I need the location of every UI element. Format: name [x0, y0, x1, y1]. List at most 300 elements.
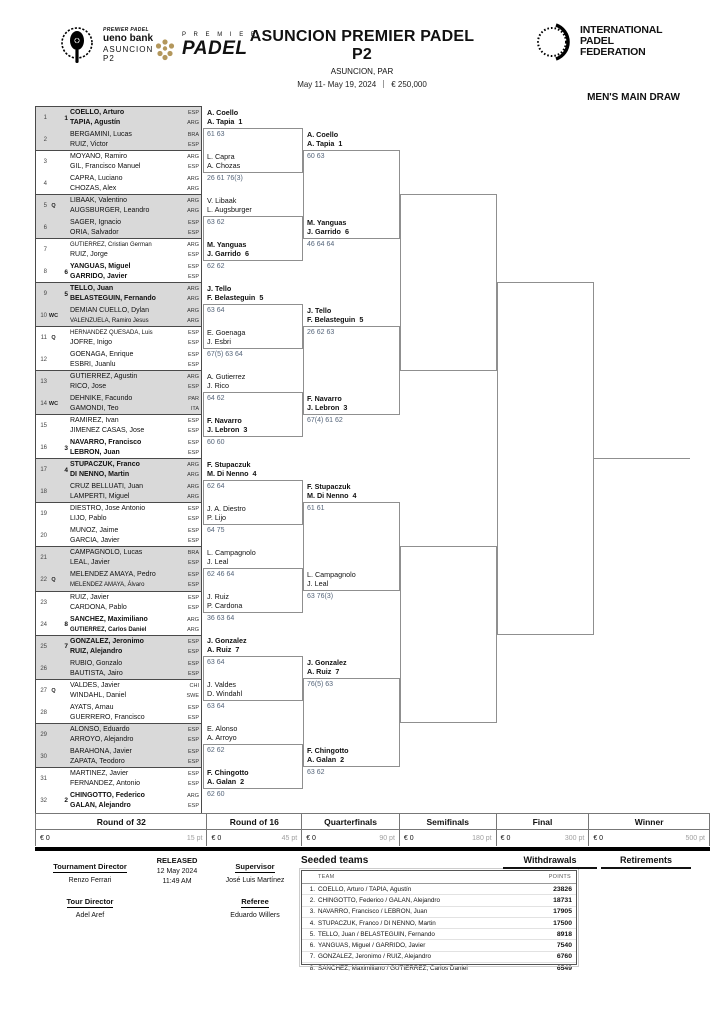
country-codes	[181, 637, 201, 657]
country-codes	[181, 108, 201, 128]
country-code: ESP	[187, 604, 199, 611]
tour-director-label: Tour Director	[66, 897, 114, 906]
country-codes	[181, 769, 201, 789]
qf-team	[307, 482, 396, 501]
player-short-name: M. Di Nenno 4	[207, 469, 257, 479]
player-name: RUBIO, Gonzalo	[70, 659, 123, 667]
player-short-name: J. Rico	[207, 381, 229, 391]
team-column-header: TEAM	[318, 874, 335, 880]
draw-position: 13	[40, 379, 47, 386]
bracket-entry	[36, 547, 201, 569]
bracket-entry	[36, 217, 201, 239]
prize-money: € 0	[306, 834, 316, 842]
country-code: PAR	[188, 396, 199, 403]
player-short-name: A. Galan 2	[207, 777, 245, 787]
country-code: ARG	[187, 208, 199, 215]
country-codes	[181, 284, 201, 304]
bracket-entry	[36, 107, 201, 129]
country-code: ESP	[187, 802, 199, 809]
draw-position: 8	[43, 269, 47, 276]
round-points-cell	[588, 814, 709, 846]
match-score: 63 62	[207, 218, 225, 226]
country-code: ARG	[187, 494, 199, 501]
country-codes	[181, 659, 201, 679]
player-short-name: J. Ruiz	[207, 592, 229, 602]
player-name: AUGSBURGER, Leandro	[70, 207, 150, 215]
event-dates: May 11- May 19, 2024	[297, 80, 377, 89]
country-codes	[181, 218, 201, 238]
draw-label: MEN'S MAIN DRAW	[587, 92, 680, 103]
team-names	[70, 615, 181, 635]
player-short-name: F. Belasteguin 5	[207, 293, 264, 303]
r32-match-box	[36, 283, 201, 327]
match-score: 62 62	[207, 262, 225, 270]
player-name: ALONSO, Eduardo	[70, 725, 130, 733]
supervisor-block	[212, 856, 298, 919]
draw-position: 15	[40, 423, 47, 430]
team-names	[70, 416, 181, 436]
round-points-cell	[206, 814, 301, 846]
round-name: Quarterfinals	[302, 814, 399, 830]
r32-match-box	[36, 459, 201, 503]
prize-money: € 0	[211, 834, 222, 842]
draw-position: 23	[40, 599, 47, 606]
bracket-entry	[36, 415, 201, 437]
player-short-name: F. Chingotto	[207, 768, 249, 778]
player-name: HERNANDEZ QUESADA, Luis	[70, 330, 153, 337]
team-names	[70, 548, 181, 568]
draw-position: 10	[40, 313, 47, 320]
round-name: Winner	[589, 814, 709, 830]
ipf-logo-icon	[534, 18, 574, 66]
player-name: MUNOZ, Jaime	[70, 527, 119, 535]
country-codes	[181, 725, 201, 745]
draw-position: 30	[40, 753, 47, 760]
r16-team	[207, 284, 299, 303]
bracket-entry	[36, 239, 201, 261]
team-names	[70, 681, 181, 701]
match-score: 46 64 64	[307, 240, 335, 248]
player-short-name: A. Ruiz 7	[307, 667, 340, 677]
draw-position: 12	[40, 357, 47, 364]
country-code: ESP	[187, 726, 199, 733]
bracket-entry	[36, 283, 201, 305]
country-code: ESP	[187, 450, 199, 457]
round-values	[400, 830, 496, 846]
country-codes	[181, 482, 201, 502]
r16-team	[207, 724, 299, 743]
bracket-entry	[36, 658, 201, 680]
draw-position: 27	[40, 687, 47, 694]
player-name: CRUZ BELLUATI, Juan	[70, 483, 144, 491]
bracket-entry	[36, 129, 201, 151]
country-code: ESP	[187, 252, 199, 259]
final-match-box	[497, 282, 594, 635]
country-code: ESP	[187, 538, 199, 545]
bracket-entry	[36, 173, 201, 195]
player-name: BARAHONA, Javier	[70, 747, 132, 755]
seeded-team-points: 23826	[553, 885, 572, 893]
draw-position: 7	[43, 247, 47, 254]
player-name: STUPACZUK, Franco	[70, 461, 140, 469]
player-short-name: A. Chozas	[207, 161, 241, 171]
player-name: ZAPATA, Teodoro	[70, 757, 125, 765]
round-values	[207, 830, 301, 846]
draw-position: 25	[40, 643, 47, 650]
player-short-name: F. Stupaczuk	[307, 482, 351, 492]
draw-position: 14	[40, 401, 47, 408]
seeded-team-name: COELLO, Arturo / TAPIA, Agustín	[318, 885, 412, 893]
team-names	[70, 460, 181, 480]
released-time: 11:49 AM	[162, 878, 192, 885]
qf-team	[307, 746, 396, 765]
ipf-logo-text	[580, 25, 690, 58]
entry-tag: Q	[51, 577, 56, 584]
round-values	[302, 830, 399, 846]
player-name: GALAN, Alejandro	[70, 801, 131, 809]
country-code: ESP	[187, 572, 199, 579]
seeded-teams-table	[301, 870, 577, 972]
player-name: VALDES, Javier	[70, 681, 120, 689]
draw-position: 11	[40, 335, 47, 342]
player-short-name: J. Gonzalez	[307, 658, 347, 668]
country-codes	[181, 526, 201, 546]
team-names	[70, 703, 181, 723]
r32-match-box	[36, 327, 201, 371]
country-code: ESP	[187, 670, 199, 677]
prize-money: € 0	[593, 834, 604, 842]
country-code: ESP	[187, 748, 199, 755]
country-code: ARG	[187, 186, 199, 193]
player-name: CHINGOTTO, Federico	[70, 791, 145, 799]
player-name: ARROYO, Alejandro	[70, 735, 134, 743]
bracket-entry	[36, 525, 201, 547]
country-code: ESP	[187, 758, 199, 765]
player-short-name: J. Tello	[207, 284, 232, 294]
team-names	[70, 526, 181, 546]
seeded-team-name: SANCHEZ, Maximiliano / GUTIERREZ, Carlos Daniel	[318, 964, 468, 972]
team-names	[70, 174, 181, 194]
bracket-entry	[36, 592, 201, 614]
seeded-team-name: YANGUAS, Miguel / GARRIDO, Javier	[318, 942, 426, 950]
player-name: DEHNIKE, Facundo	[70, 395, 133, 403]
match-score: 60 63	[307, 152, 325, 160]
player-short-name: P. Cardona	[207, 601, 243, 611]
rounds-points-bar	[35, 813, 710, 846]
country-code: ESP	[187, 770, 199, 777]
seed-number: 1	[64, 114, 68, 122]
entry-tag: Q	[51, 687, 56, 694]
seeded-teams-header	[302, 871, 576, 884]
bracket-entry	[36, 569, 201, 591]
team-names	[70, 218, 181, 238]
tournament-director-label: Tournament Director	[53, 862, 127, 871]
round-points-cell	[399, 814, 496, 846]
bracket-entry	[36, 503, 201, 525]
seed-rank: 6.	[309, 942, 315, 950]
player-name: BERGAMINI, Lucas	[70, 131, 132, 138]
team-names	[70, 196, 181, 216]
team-names	[70, 130, 181, 150]
player-short-name: A. Gutierrez	[207, 372, 246, 382]
seed-rank: 5.	[309, 930, 315, 938]
bracket-entry	[36, 349, 201, 371]
country-code: ARG	[187, 374, 199, 381]
seed-rank: 8.	[309, 964, 315, 972]
r32-match-box	[36, 724, 201, 768]
player-name: JOFRE, Inigo	[70, 339, 113, 347]
released-date: 12 May 2024	[156, 868, 198, 875]
player-short-name: F. Navarro	[207, 416, 242, 426]
r16-team	[207, 548, 299, 567]
player-short-name: J. Lebron 3	[307, 403, 348, 413]
player-name: DIESTRO, Jose Antonio	[70, 505, 146, 513]
seeded-team-points: 7540	[556, 942, 572, 950]
team-names	[70, 659, 181, 679]
r16-team	[207, 460, 299, 479]
match-score: 62 60	[207, 790, 225, 798]
r16-team	[207, 328, 299, 347]
player-short-name: P. Lijo	[207, 513, 227, 523]
qf-team	[307, 570, 396, 589]
ueno-bank-label: ueno bank	[103, 33, 154, 44]
player-short-name: J. Garrido 6	[207, 249, 249, 259]
r32-match-box	[36, 239, 201, 283]
round-name: Final	[497, 814, 589, 830]
bracket-entry	[36, 636, 201, 658]
country-code: ESP	[187, 582, 199, 589]
separator-bar	[35, 847, 710, 851]
country-code: ESP	[187, 220, 199, 227]
country-codes	[181, 328, 201, 348]
tour-director-name: Adel Aref	[75, 912, 105, 919]
player-short-name: E. Goenaga	[207, 328, 246, 338]
draw-position: 4	[43, 181, 47, 188]
round-name: Round of 32	[36, 814, 206, 830]
round-points-cell	[36, 814, 206, 846]
tournament-director-name: Renzo Ferrari	[68, 877, 112, 884]
country-codes	[181, 570, 201, 590]
country-code: ESP	[187, 440, 199, 447]
bracket-entry	[36, 724, 201, 746]
country-code: ESP	[187, 528, 199, 535]
sf-match-box	[400, 194, 497, 371]
team-names	[70, 593, 181, 613]
seeded-team-name: CHINGOTTO, Federico / GALAN, Alejandro	[318, 896, 441, 904]
seed-number: 4	[64, 466, 68, 474]
country-code: ESP	[187, 594, 199, 601]
team-names	[70, 482, 181, 502]
country-code: ESP	[187, 340, 199, 347]
round-values	[497, 830, 589, 846]
player-name: RICO, Jose	[70, 383, 107, 391]
team-names	[70, 152, 181, 172]
match-score: 62 46 64	[207, 570, 235, 578]
player-short-name: A. Ruiz 7	[207, 645, 240, 655]
country-codes	[181, 615, 201, 635]
country-code: ESP	[187, 428, 199, 435]
prize-money: € 0	[40, 834, 50, 842]
bracket-entry	[36, 437, 201, 459]
seeded-team-name: GONZALEZ, Jeronimo / RUIZ, Alejandro	[318, 953, 432, 961]
country-codes	[181, 438, 201, 458]
seeded-team-points: 6760	[556, 953, 572, 961]
country-code: ESP	[187, 384, 199, 391]
player-short-name: V. Libaak	[207, 196, 237, 206]
country-code: ESP	[187, 362, 199, 369]
country-code: ARG	[187, 176, 199, 183]
player-short-name: M. Yanguas	[307, 218, 347, 228]
draw-position: 21	[40, 555, 47, 562]
r32-match-box	[36, 768, 201, 812]
player-short-name: L. Capra	[207, 152, 235, 162]
player-name: GUTIERREZ, Agustin	[70, 373, 138, 381]
country-code: ARG	[187, 462, 199, 469]
player-short-name: J. A. Diestro	[207, 504, 246, 514]
seeded-team-points: 18731	[553, 896, 572, 904]
player-name: GIL, Francisco Manuel	[70, 163, 141, 171]
country-codes	[181, 350, 201, 370]
r32-match-box	[36, 195, 201, 239]
player-short-name: J. Gonzalez	[207, 636, 247, 646]
seeded-teams-title: Seeded teams	[301, 855, 369, 866]
player-name: GUERRERO, Francisco	[70, 713, 145, 721]
player-name: CHOZAS, Alex	[70, 185, 117, 193]
points-column-header: POINTS	[548, 874, 571, 880]
r32-match-box	[36, 415, 201, 459]
player-name: RUIZ, Victor	[70, 141, 108, 148]
ranking-points: 15 pt	[186, 834, 203, 842]
match-score: 64 75	[207, 526, 225, 534]
player-name: BAUTISTA, Jairo	[70, 669, 123, 677]
qf-team	[307, 394, 396, 413]
padel-wordmark: PADEL	[182, 38, 248, 59]
player-short-name: J. Tello	[307, 306, 332, 316]
match-score: 62 64	[207, 482, 225, 490]
seed-number: 7	[64, 643, 68, 651]
player-name: LAMPERTI, Miguel	[70, 493, 130, 501]
draw-position: 18	[40, 489, 47, 496]
sf-match-box	[400, 546, 497, 723]
country-codes	[181, 240, 201, 260]
country-code: ARG	[187, 792, 199, 799]
released-block	[142, 856, 212, 885]
bracket-entry	[36, 746, 201, 768]
supervisor-label: Supervisor	[235, 862, 275, 871]
draw-position: 24	[40, 621, 47, 628]
player-name: TELLO, Juan	[70, 285, 114, 293]
player-name: GARRIDO, Javier	[70, 273, 128, 281]
match-score: 36 63 64	[207, 614, 235, 622]
team-names	[70, 372, 181, 392]
seed-rank: 2.	[309, 896, 315, 904]
draw-position: 5	[43, 203, 47, 210]
country-code: ARG	[187, 472, 199, 479]
r32-match-box	[36, 592, 201, 636]
seeded-team-points: 17500	[553, 919, 572, 927]
r32-match-box	[36, 503, 201, 547]
country-codes	[181, 262, 201, 282]
draw-position: 31	[40, 775, 47, 782]
country-code: SWE	[186, 692, 199, 699]
player-short-name: L. Campagnolo	[207, 548, 256, 558]
bracket-entry	[36, 371, 201, 393]
r32-match-box	[36, 151, 201, 195]
seeded-team-row	[302, 884, 576, 895]
bracket-entry	[36, 151, 201, 173]
player-short-name: A. Coello	[207, 108, 239, 118]
supervisor-name: José Luis Martínez	[225, 877, 285, 884]
player-short-name: M. Di Nenno 4	[307, 491, 357, 501]
country-code: ARG	[187, 120, 199, 126]
director-block	[38, 856, 142, 919]
player-short-name: D. Windahl	[207, 689, 243, 699]
entry-tag: WC	[48, 401, 59, 408]
country-codes	[181, 593, 201, 613]
referee-name: Eduardo Willers	[230, 912, 280, 919]
round-points-cell	[496, 814, 589, 846]
round-values	[36, 830, 206, 846]
country-code: ESP	[187, 780, 199, 787]
ueno-tier-label: P2	[103, 54, 115, 63]
player-name: LIBAAK, Valentino	[70, 197, 128, 205]
player-name: RUIZ, Jorge	[70, 251, 108, 259]
event-prize: € 250,000	[391, 80, 427, 89]
country-code: ESP	[187, 516, 199, 523]
country-codes	[181, 681, 201, 701]
r16-team	[207, 152, 299, 171]
player-short-name: J. Lebron 3	[207, 425, 248, 435]
player-name: SAGER, Ignacio	[70, 219, 121, 227]
bracket-entry	[36, 702, 201, 724]
draw-position: 29	[40, 731, 47, 738]
player-short-name: F. Navarro	[307, 394, 342, 404]
country-codes	[181, 152, 201, 172]
player-short-name: L. Augsburger	[207, 205, 252, 215]
bracket-entry	[36, 305, 201, 327]
premier-wordmark: P R E M I E R	[182, 32, 259, 38]
prize-money: € 0	[403, 834, 414, 842]
country-code: ARG	[187, 198, 199, 205]
player-name: LEAL, Javier	[70, 559, 110, 567]
country-code: ARG	[187, 484, 199, 491]
r32-match-box	[36, 680, 201, 724]
country-codes	[181, 306, 201, 326]
entry-tag: WC	[48, 313, 59, 320]
bracket-entry	[36, 327, 201, 349]
country-code: ESP	[187, 648, 199, 655]
player-name: CAMPAGNOLO, Lucas	[70, 549, 143, 557]
ranking-points: 90 pt	[379, 834, 395, 842]
draw-position: 22	[40, 577, 47, 584]
country-codes	[181, 747, 201, 767]
draw-position: 19	[40, 511, 47, 518]
seeded-team-row	[302, 918, 576, 929]
country-codes	[181, 394, 201, 414]
player-short-name: A. Galan 2	[307, 755, 345, 765]
player-name: JIMENEZ CASAS, Jose	[70, 427, 145, 435]
player-name: GUTIERREZ, Carlos Daniel	[70, 626, 147, 633]
player-name: RAMIREZ, Ivan	[70, 417, 119, 425]
round-name: Round of 16	[207, 814, 301, 830]
ueno-premier-padel-label: PREMIER PADEL	[103, 27, 149, 33]
player-name: GAMONDI, Teo	[70, 405, 119, 413]
round-of-32-list	[35, 106, 202, 814]
bracket-entry	[36, 790, 201, 812]
match-score: 63 64	[207, 306, 225, 314]
premier-padel-logo-icon	[152, 34, 178, 62]
team-names	[70, 438, 181, 458]
